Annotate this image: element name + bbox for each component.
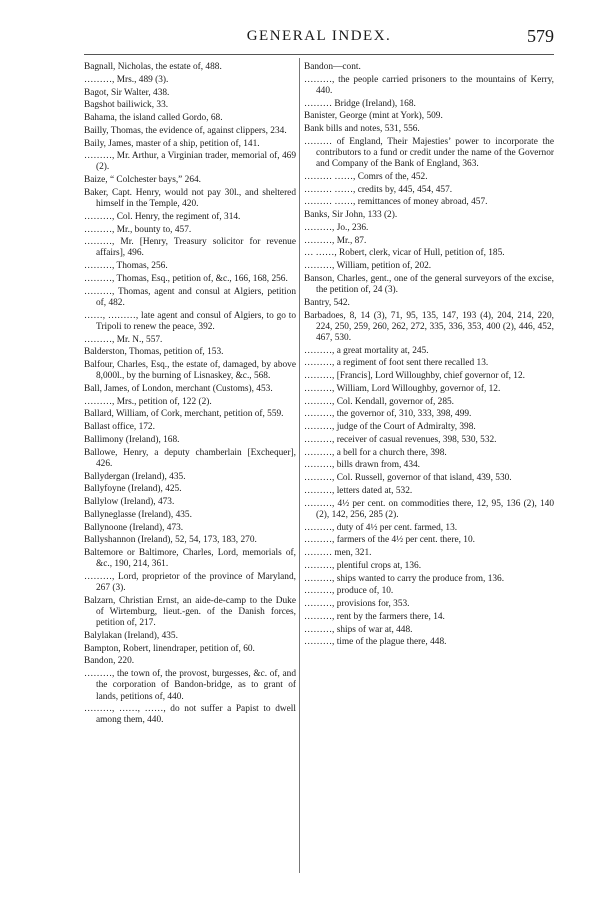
- index-entry: Balylakan (Ireland), 435.: [84, 630, 178, 641]
- index-entry: ……… ……, credits by, 445, 454, 457.: [304, 184, 453, 195]
- index-entry: ………, the people carried prisoners to the mountains of Kerry, 440.: [304, 74, 554, 96]
- index-entry: Bandon, 220.: [84, 656, 135, 667]
- index-entry: ………, Lord, proprietor of the province of Maryland, 267 (3).: [84, 572, 296, 594]
- index-entry: ………, Jo., 236.: [304, 222, 369, 233]
- index-entry: Balfour, Charles, Esq., the estate of, damaged, by above 8,000l., by the burning of Lisnaskey, &c., 568.: [84, 360, 296, 382]
- index-entry: ………, ships wanted to carry the produce from, 136.: [304, 573, 505, 584]
- index-entry: ……… men, 321.: [304, 548, 372, 559]
- column-divider: [299, 58, 300, 873]
- index-entry: ………, Col. Kendall, governor of, 285.: [304, 396, 454, 407]
- index-entry: ……, ………, late agent and consul of Algiers, to go to Tripoli to renew the peace, 392.: [84, 310, 296, 332]
- index-entry: ………, 4½ per cent. on commodities there, 12, 95, 136 (2), 140 (2), 142, 256, 285 (2).: [304, 498, 554, 520]
- right-index-column: [304, 62, 554, 650]
- page-title: GENERAL INDEX.: [246, 28, 392, 44]
- index-entry: Banks, Sir John, 133 (2).: [304, 210, 398, 221]
- index-entry: ………, ……, ……, do not suffer a Papist to dwell among them, 440.: [84, 704, 296, 726]
- index-entry: ………, William, petition of, 202.: [304, 261, 432, 272]
- index-entry: Ballard, William, of Cork, merchant, petition of, 559.: [84, 409, 284, 420]
- index-entry: ………, Thomas, agent and consul at Algiers, petition of, 482.: [84, 286, 296, 308]
- index-entry: ………, Thomas, Esq., petition of, &c., 166, 168, 256.: [84, 273, 288, 284]
- index-entry: Barbadoes, 8, 14 (3), 71, 95, 135, 147, 193 (4), 204, 214, 220, 224, 250, 259, 260, 262, 272, 335, 336, 353, 400 (2), 446, 452, 467, 530.: [304, 310, 554, 343]
- index-entry: ………, Thomas, 256.: [84, 261, 168, 272]
- index-entry: ………, Col. Henry, the regiment of, 314.: [84, 211, 241, 222]
- index-entry: Ballylow (Ireland), 473.: [84, 497, 175, 508]
- index-entry: Ball, James, of London, merchant (Customs), 453.: [84, 383, 273, 394]
- index-entry: Baize, “ Colchester bays,” 264.: [84, 175, 202, 186]
- index-entry: Ballyneglasse (Ireland), 435.: [84, 509, 192, 520]
- index-entry: ………, Mr. [Henry, Treasury solicitor for revenue affairs], 496.: [84, 237, 296, 259]
- index-entry: ………, Mrs., petition of, 122 (2).: [84, 396, 212, 407]
- index-entry: Bampton, Robert, linendraper, petition of, 60.: [84, 643, 255, 654]
- index-entry: Ballowe, Henry, a deputy chamberlain [Exchequer], 426.: [84, 447, 296, 469]
- index-entry: ………, letters dated at, 532.: [304, 485, 413, 496]
- page-number: 579: [527, 26, 554, 46]
- index-entry: Bagnall, Nicholas, the estate of, 488.: [84, 62, 222, 72]
- index-entry: ………, William, Lord Willoughby, governor of, 12.: [304, 383, 501, 394]
- index-entry: ………, plentiful crops at, 136.: [304, 560, 422, 571]
- index-entry: Bahama, the island called Gordo, 68.: [84, 113, 223, 123]
- header-rule: [84, 54, 554, 55]
- index-entry: Balderston, Thomas, petition of, 153.: [84, 347, 224, 358]
- index-entry: ……… ……, Comrs of the, 452.: [304, 171, 428, 182]
- index-entry: Bank bills and notes, 531, 556.: [304, 124, 420, 135]
- running-header: [84, 26, 554, 52]
- index-entry: ………, time of the plague there, 448.: [304, 637, 447, 648]
- index-entry: ………, bills drawn from, 434.: [304, 460, 421, 471]
- index-entry: Balzarn, Christian Ernst, an aide-de-camp to the Duke of Wirtemburg, lieut.-gen. of the Danish forces, petition of, 217.: [84, 595, 296, 629]
- index-entry: ………, judge of the Court of Admiralty, 398.: [304, 422, 476, 433]
- index-entry: ………, produce of, 10.: [304, 586, 394, 597]
- index-entry: ………, ships of war at, 448.: [304, 624, 413, 635]
- index-entry: ……… ……, remittances of money abroad, 457.: [304, 197, 488, 208]
- index-entry: Bantry, 542.: [304, 297, 350, 308]
- index-entry: ………, farmers of the 4½ per cent. there, 10.: [304, 535, 475, 546]
- index-entry: ………, the governor of, 310, 333, 398, 499.: [304, 409, 472, 420]
- index-entry: ……… Bridge (Ireland), 168.: [304, 98, 416, 109]
- index-entry: Baker, Capt. Henry, would not pay 30l., and sheltered himself in the Temple, 420.: [84, 187, 296, 210]
- index-entry: Ballyfoyne (Ireland), 425.: [84, 484, 182, 495]
- index-entry: ………, Mr. Arthur, a Virginian trader, memorial of, 469 (2).: [84, 151, 296, 173]
- index-entry: ………, a regiment of foot sent there recalled 13.: [304, 358, 489, 369]
- index-entry: ………, the town of, the provost, burgesses, &c. of, and the corporation of Bandon-bridge, as to grant of lands, petitions of, 440.: [84, 669, 296, 702]
- index-entry: Bailly, Thomas, the evidence of, against clippers, 234.: [84, 125, 287, 136]
- index-entry: ………, Mrs., 489 (3).: [84, 74, 169, 85]
- index-entry: ………, duty of 4½ per cent. farmed, 13.: [304, 522, 458, 533]
- index-entry: Ballynoone (Ireland), 473.: [84, 522, 184, 533]
- index-entry: Ballyshannon (Ireland), 52, 54, 173, 183, 270.: [84, 535, 257, 546]
- index-entry: ………, [Francis], Lord Willoughby, chief governor of, 12.: [304, 371, 525, 382]
- index-entry: ……… of England, Their Majesties’ power to incorporate the contributors to a fund or credit under the name of the Governor and Company of the Bank of England, 363.: [304, 136, 554, 170]
- index-entry: Ballast office, 172.: [84, 422, 155, 433]
- index-entry: … ……, Robert, clerk, vicar of Hull, petition of, 185.: [304, 248, 505, 259]
- index-entry: Bagot, Sir Walter, 438.: [84, 87, 170, 98]
- index-entry: Banson, Charles, gent., one of the general surveyors of the excise, the petition of, 24 (3).: [304, 273, 554, 296]
- left-index-column: [84, 62, 296, 728]
- index-entry: ………, Col. Russell, governor of that island, 439, 530.: [304, 473, 512, 484]
- index-entry: ………, Mr. N., 557.: [84, 334, 163, 345]
- index-entry: ………, a great mortality at, 245.: [304, 345, 429, 356]
- index-entry: Bandon—cont.: [304, 62, 361, 72]
- index-entry: Ballydergan (Ireland), 435.: [84, 471, 186, 482]
- index-entry: ………, a bell for a church there, 398.: [304, 447, 447, 458]
- index-entry: ………, receiver of casual revenues, 398, 530, 532.: [304, 434, 497, 445]
- index-entry: Baltemore or Baltimore, Charles, Lord, memorials of, &c., 190, 214, 361.: [84, 548, 296, 570]
- index-entry: ………, Mr., 87.: [304, 235, 367, 246]
- index-entry: Banister, George (mint at York), 509.: [304, 111, 443, 122]
- index-entry: ………, Mr., bounty to, 457.: [84, 224, 192, 235]
- index-entry: Baily, James, master of a ship, petition of, 141.: [84, 138, 260, 149]
- index-entry: Ballimony (Ireland), 168.: [84, 434, 180, 445]
- index-entry: Bagshot bailiwick, 33.: [84, 100, 169, 111]
- index-entry: ………, rent by the farmers there, 14.: [304, 611, 445, 622]
- index-entry: ………, provisions for, 353.: [304, 599, 410, 610]
